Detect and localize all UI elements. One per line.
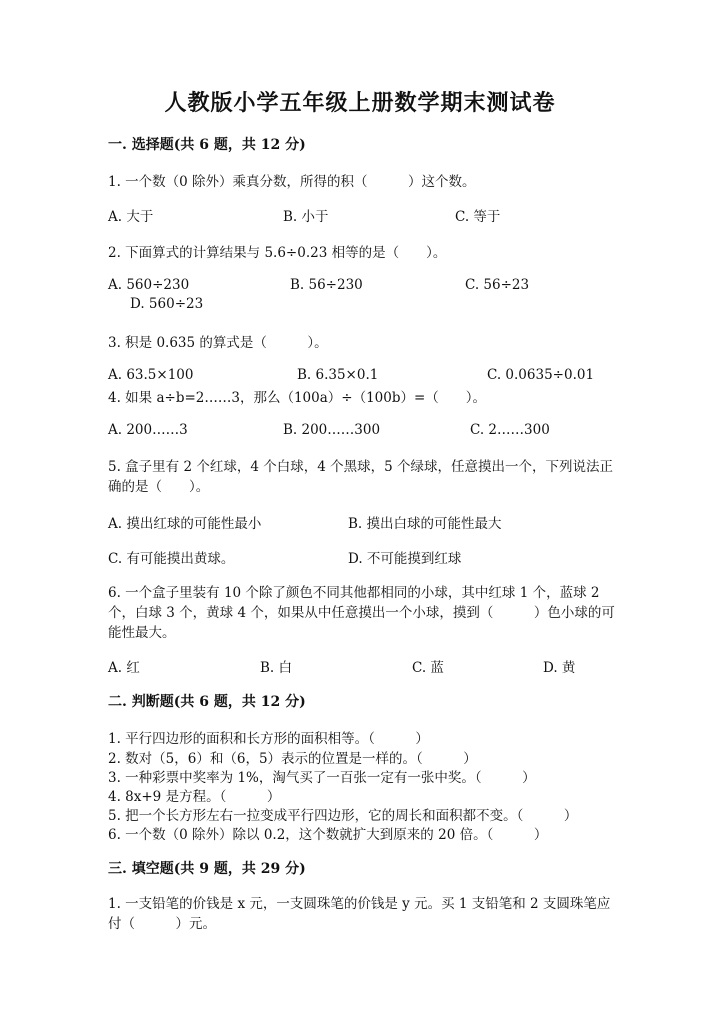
fill-item: 1. 一支铅笔的价钱是 x 元，一支圆珠笔的价钱是 y 元。买 1 支铅笔和 2 支圆珠笔应付（ ）元。	[108, 896, 611, 932]
option: A. 摸出红球的可能性最小	[108, 516, 262, 532]
judgement-item: 3. 一种彩票中奖率为 1%，淘气买了一百张一定有一张中奖。（ ）	[108, 770, 536, 786]
judgement-item: 2. 数对（5，6）和（6，5）表示的位置是一样的。（ ）	[108, 751, 477, 767]
option: C. 有可能摸出黄球。	[108, 551, 235, 567]
judgement-item: 4. 8x+9 是方程。（ ）	[108, 789, 281, 805]
option: A. 560÷230	[108, 277, 190, 293]
question-text: 3. 积是 0.635 的算式是（ ）。	[108, 335, 328, 351]
option: C. 56÷23	[465, 277, 530, 293]
page-title: 人教版小学五年级上册数学期末测试卷	[164, 90, 556, 116]
option: A. 大于	[108, 209, 154, 225]
option: D. 560÷23	[130, 296, 204, 312]
option: B. 白	[260, 660, 293, 676]
option: A. 红	[108, 660, 140, 676]
option: D. 黄	[543, 660, 576, 676]
question-text: 1. 一个数（0 除外）乘真分数，所得的积（ ）这个数。	[108, 174, 476, 190]
judgement-item: 5. 把一个长方形左右一拉变成平行四边形，它的周长和面积都不变。（ ）	[108, 808, 578, 824]
question-text: 2. 下面算式的计算结果与 5.6÷0.23 相等的是（ ）。	[108, 245, 447, 261]
judgement-item: 1. 平行四边形的面积和长方形的面积相等。（ ）	[108, 731, 429, 747]
section-heading-fill: 三. 填空题(共 9 题，共 29 分)	[108, 861, 306, 877]
option: B. 6.35×0.1	[297, 367, 379, 383]
question-text: 6. 一个盒子里装有 10 个除了颜色不同其他都相同的小球，其中红球 1 个，蓝球 2 个，白球 3 个，黄球 4 个，如果从中任意摸出一个小球，摸到（ ）色小球的可能性最大。	[108, 585, 615, 641]
judgement-item: 6. 一个数（0 除外）除以 0.2，这个数就扩大到原来的 20 倍。（ ）	[108, 827, 548, 843]
option: C. 0.0635÷0.01	[487, 367, 595, 383]
option: B. 200……300	[283, 422, 381, 438]
section-heading-choice: 一. 选择题(共 6 题，共 12 分)	[108, 137, 306, 153]
option: D. 不可能摸到红球	[348, 551, 462, 567]
option: B. 摸出白球的可能性最大	[348, 516, 502, 532]
option: B. 56÷230	[290, 277, 363, 293]
option: A. 63.5×100	[108, 367, 194, 383]
option: C. 2……300	[470, 422, 550, 438]
option: C. 蓝	[412, 660, 444, 676]
option: C. 等于	[455, 209, 501, 225]
option: A. 200……3	[108, 422, 188, 438]
question-text: 5. 盒子里有 2 个红球，4 个白球，4 个黑球，5 个绿球，任意摸出一个，下列说法正确的是（ ）。	[108, 459, 613, 495]
section-heading-judgement: 二. 判断题(共 6 题，共 12 分)	[108, 694, 306, 710]
question-text: 4. 如果 a÷b=2……3，那么（100a）÷（100b）=（ ）。	[108, 390, 487, 406]
option: B. 小于	[283, 209, 329, 225]
